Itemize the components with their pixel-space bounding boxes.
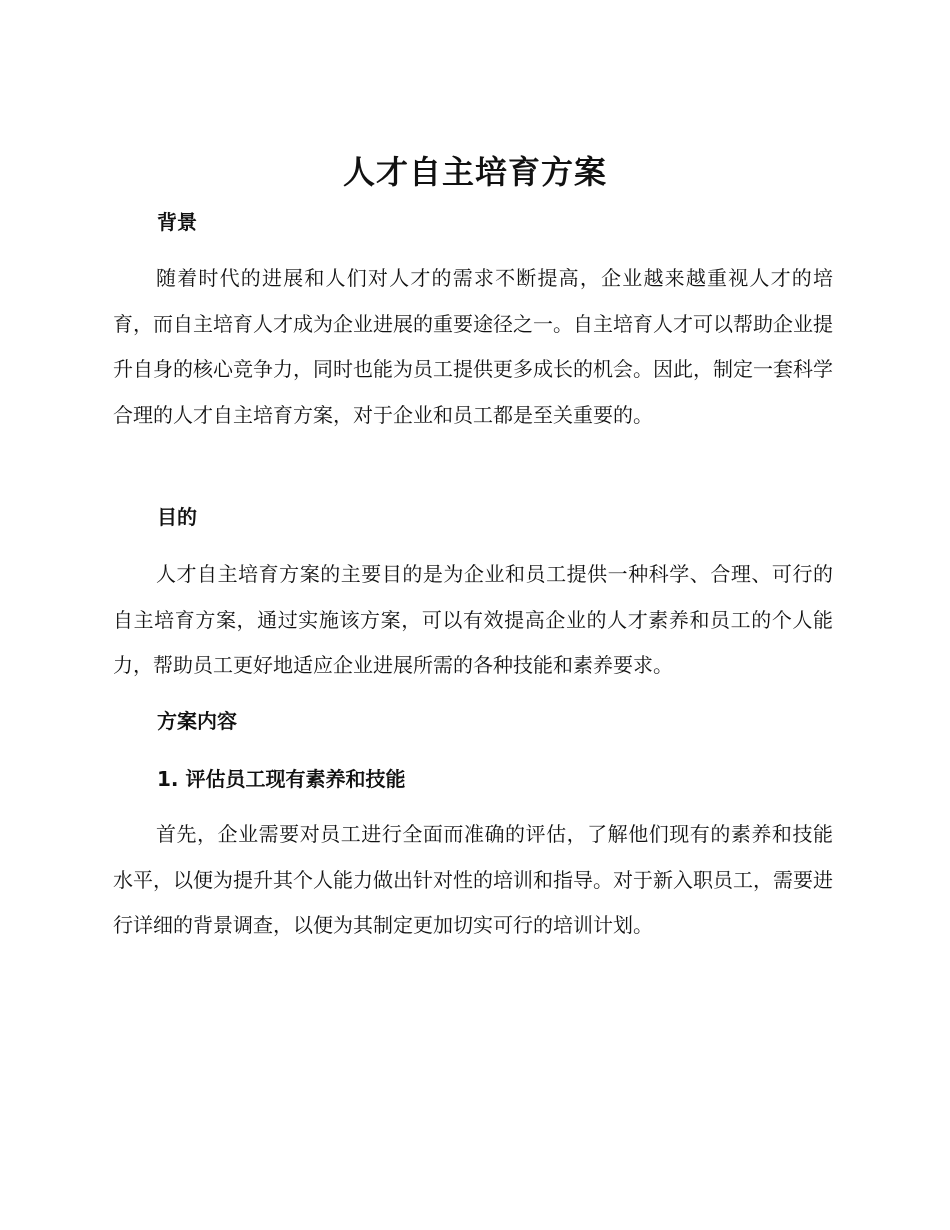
- section-paragraph-background: 随着时代的进展和人们对人才的需求不断提高，企业越来越重视人才的培育，而自主培育人才成为企业进展的重要途径之一。自主培育人才可以帮助企业提升自身的核心竞争力，同时也能为员工提供更多成长的机会。因此，制定一套科学合理的人才自主培育方案，对于企业和员工都是至关重要的。: [113, 266, 833, 427]
- document-title: 人才自主培育方案: [342, 153, 607, 191]
- section-heading-purpose: 目的: [157, 505, 197, 529]
- section-heading-background: 背景: [157, 210, 197, 234]
- section-paragraph-assess-staff: 首先，企业需要对员工进行全面而准确的评估，了解他们现有的素养和技能水平，以便为提升其个人能力做出针对性的培训和指导。对于新入职员工，需要进行详细的背景调查，以便为其制定更加切实可行的培训计划。: [113, 822, 833, 937]
- section-heading-plan-content: 方案内容: [157, 709, 237, 733]
- section-heading-assess-staff: 1. 评估员工现有素养和技能: [157, 767, 406, 791]
- section-paragraph-purpose: 人才自主培育方案的主要目的是为企业和员工提供一种科学、合理、可行的自主培育方案，通过实施该方案，可以有效提高企业的人才素养和员工的个人能力，帮助员工更好地适应企业进展所需的各种技能和素养要求。: [113, 562, 833, 677]
